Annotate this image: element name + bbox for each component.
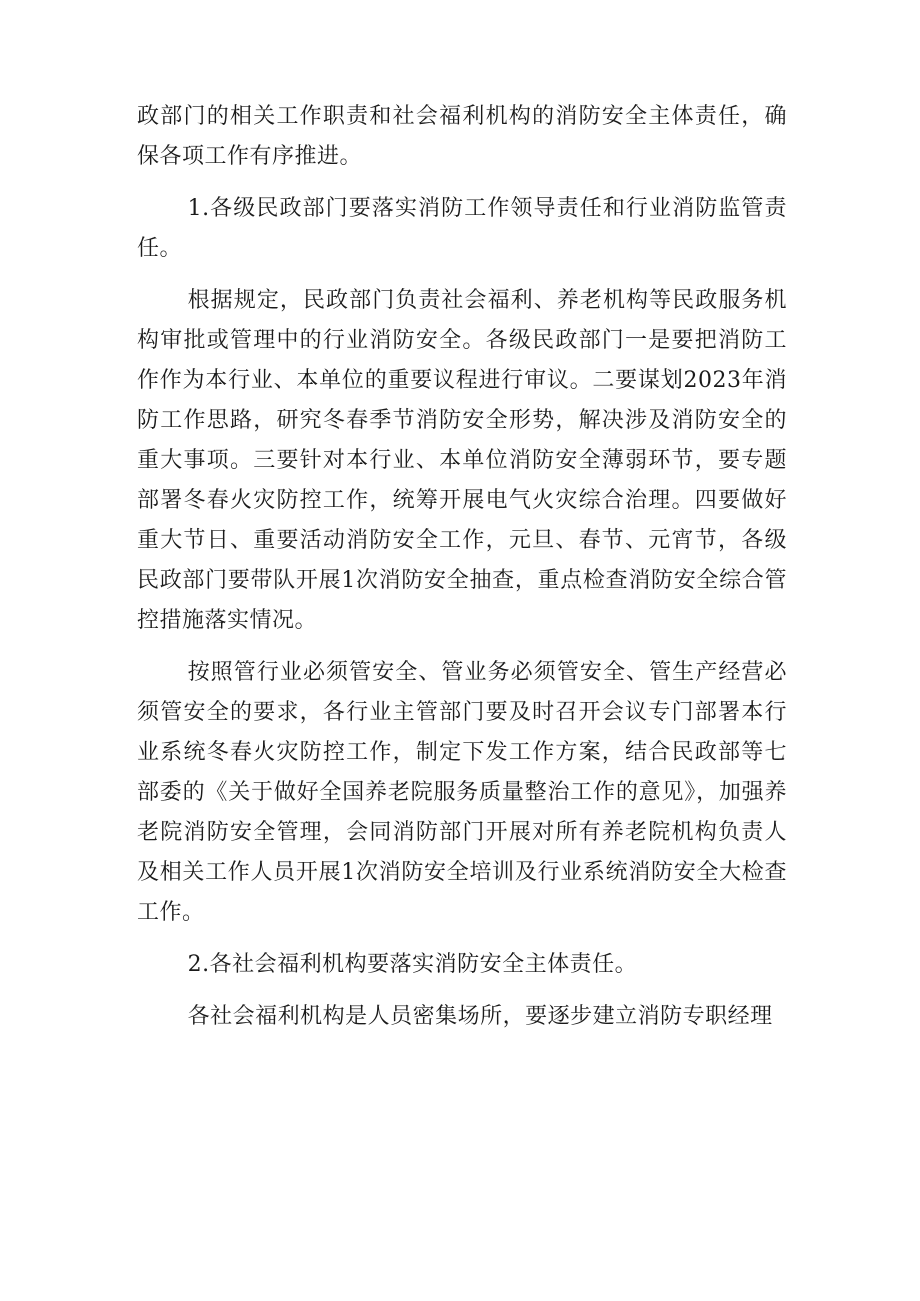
paragraph-continuation: 政部门的相关工作职责和社会福利机构的消防安全主体责任，确保各项工作有序推进。 — [137, 104, 787, 169]
document-body — [137, 97, 787, 1049]
paragraph-welfare-institutions: 各社会福利机构是人员密集场所，要逐步建立消防专职经理 — [187, 1004, 773, 1029]
section-heading-1: 1.各级民政部门要落实消防工作领导责任和行业消防监管责任。 — [137, 196, 787, 261]
section-heading-2: 2.各社会福利机构要落实消防安全主体责任。 — [187, 952, 638, 977]
paragraph-regulations: 根据规定，民政部门负责社会福利、养老机构等民政服务机构审批或管理中的行业消防安全。各级民政部门一是要把消防工作作为本行业、本单位的重要议程进行审议。二要谋划2023年消防工作思路，研究冬春季节消防安全形势，解决涉及消防安全的重大事项。三要针对本行业、本单位消防安全薄弱环节，要专题部署冬春火灾防控工作，统筹开展电气火灾综合治理。四要做好重大节日、重要活动消防安全工作，元旦、春节、元宵节，各级民政部门要带队开展1次消防安全抽查，重点检查消防安全综合管控措施落实情况。 — [137, 288, 787, 633]
paragraph-industry-requirements: 按照管行业必须管安全、管业务必须管安全、管生产经营必须管安全的要求，各行业主管部门要及时召开会议专门部署本行业系统冬春火灾防控工作，制定下发工作方案，结合民政部等七部委的《关于做好全国养老院服务质量整治工作的意见》，加强养老院消防安全管理，会同消防部门开展对所有养老院机构负责人及相关工作人员开展1次消防安全培训及行业系统消防安全大检查工作。 — [137, 660, 787, 925]
